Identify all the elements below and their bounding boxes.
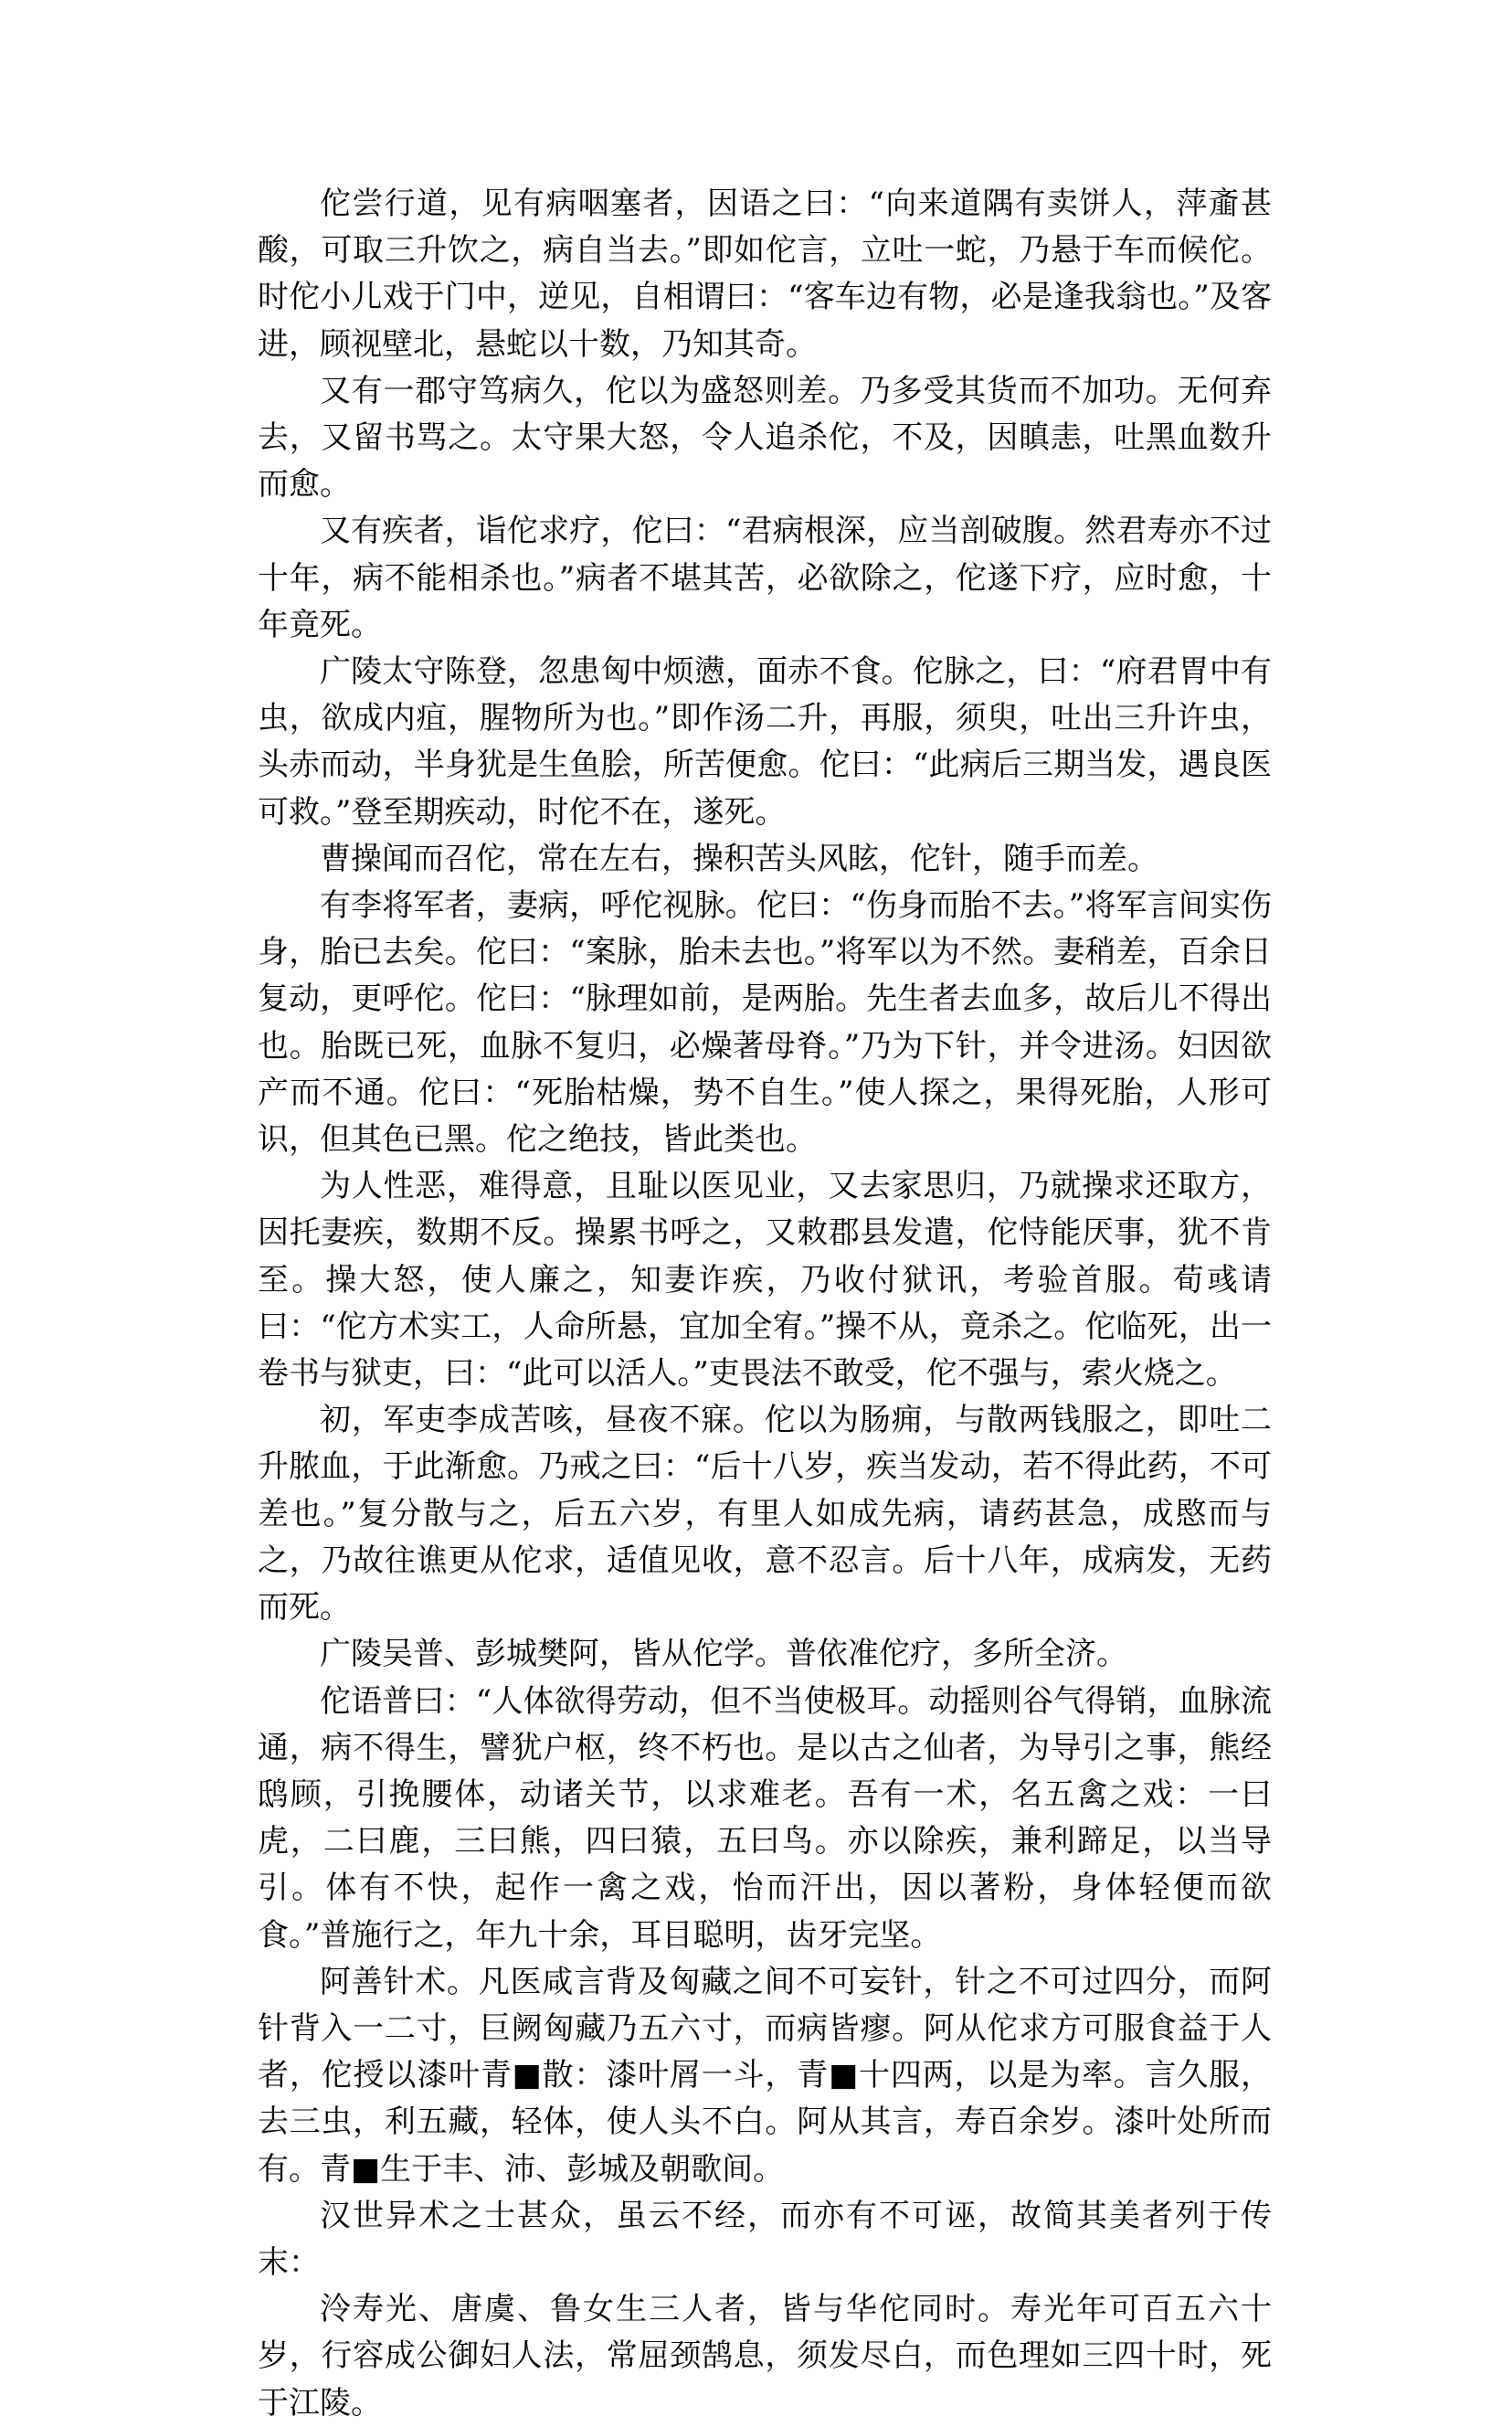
paragraph-9: 广陵吴普、彭城樊阿，皆从佗学。普依准佗疗，多所全济。 — [320, 1636, 1127, 1673]
paragraph-6: 有李将军者，妻病，呼佗视脉。佗曰：“伤身而胎不去。”将军言间实伤身，胎已去矣。佗曰：“案脉，胎未去也。”将军以为不然。妻稍差，百余日复动，更呼佗。佗曰：“脉理如前，是两胎。先生者去血多，故后儿不得出也。胎既已死，血脉不复归，必燥著母脊。”乃为下针，并令进汤。妇因欲产而不通。佗曰：“死胎枯燥，势不自生。”使人探之，果得死胎，人形可识，但其色已黑。佗之绝技，皆此类也。 — [258, 887, 1272, 1159]
paragraph-3: 又有疾者，诣佗求疗，佗曰：“君病根深，应当剖破腹。然君寿亦不过十年，病不能相杀也。”病者不堪其苦，必欲除之，佗遂下疗，应时愈，十年竟死。 — [258, 513, 1272, 643]
paragraph-12: 汉世异术之士甚众，虽云不经，而亦有不可诬，故简其美者列于传末： — [258, 2197, 1272, 2281]
paragraph-2: 又有一郡守笃病久，佗以为盛怒则差。乃多受其货而不加功。无何弃去，又留书骂之。太守果大怒，令人追杀佗，不及，因瞋恚，吐黑血数升而愈。 — [258, 372, 1272, 503]
paragraph-1: 佗尝行道，见有病咽塞者，因语之曰：“向来道隅有卖饼人，萍齑甚酸，可取三升饮之，病自当去。”即如佗言，立吐一蛇，乃悬于车而候佗。时佗小儿戏于门中，逆见，自相谓曰：“客车边有物，必是逢我翁也。”及客进，顾视壁北，悬蛇以十数，乃知其奇。 — [258, 185, 1272, 363]
paragraph-8: 初，军吏李成苦咳，昼夜不寐。佗以为肠痈，与散两钱服之，即吐二升脓血，于此渐愈。乃戒之曰：“后十八岁，疾当发动，若不得此药，不可差也。”复分散与之，后五六岁，有里人如成先病，请药甚急，成愍而与之，乃故往谯更从佗求，适值见收，意不忍言。后十八年，成病发，无药而死。 — [258, 1402, 1272, 1627]
paragraph-11: 阿善针术。凡医咸言背及匈藏之间不可妄针，针之不可过四分，而阿针背入一二寸，巨阙匈藏乃五六寸，而病皆瘳。阿从佗求方可服食益于人者，佗授以漆叶青■散：漆叶屑一斗，青■十四两，以是为率。言久服，去三虫，利五藏，轻体，使人头不白。阿从其言，寿百余岁。漆叶处所而有。青■生于丰、沛、彭城及朝歌间。 — [258, 1963, 1272, 2188]
document-page — [258, 181, 1272, 2427]
paragraph-13: 泠寿光、唐虞、鲁女生三人者，皆与华佗同时。寿光年可百五六十岁，行容成公御妇人法，常屈颈鹄息，须发尽白，而色理如三四十时，死于江陵。 — [258, 2291, 1272, 2422]
paragraph-10: 佗语普曰：“人体欲得劳动，但不当使极耳。动摇则谷气得销，血脉流通，病不得生，譬犹户枢，终不朽也。是以古之仙者，为导引之事，熊经鸱顾，引挽腰体，动诸关节，以求难老。吾有一术，名五禽之戏：一曰虎，二曰鹿，三曰熊，四曰猿，五曰鸟。亦以除疾，兼利蹄足，以当导引。体有不快，起作一禽之戏，怡而汗出，因以著粉，身体轻便而欲食。”普施行之，年九十余，耳目聪明，齿牙完坚。 — [258, 1682, 1272, 1954]
paragraph-5: 曹操闻而召佗，常在左右，操积苦头风眩，佗针，随手而差。 — [320, 840, 1158, 877]
paragraph-4: 广陵太守陈登，忽患匈中烦懑，面赤不食。佗脉之，曰：“府君胃中有虫，欲成内疽，腥物所为也。”即作汤二升，再服，须臾，吐出三升许虫，头赤而动，半身犹是生鱼脍，所苦便愈。佗曰：“此病后三期当发，遇良医可救。”登至期疾动，时佗不在，遂死。 — [258, 653, 1272, 831]
paragraph-7: 为人性恶，难得意，且耻以医见业，又去家思归，乃就操求还取方，因托妻疾，数期不反。操累书呼之，又敕郡县发遣，佗恃能厌事，犹不肯至。操大怒，使人廉之，知妻诈疾，乃收付狱讯，考验首服。荀彧请曰：“佗方术实工，人命所悬，宜加全宥。”操不从，竟杀之。佗临死，出一卷书与狱吏，曰：“此可以活人。”吏畏法不敢受，佗不强与，索火烧之。 — [258, 1168, 1272, 1393]
